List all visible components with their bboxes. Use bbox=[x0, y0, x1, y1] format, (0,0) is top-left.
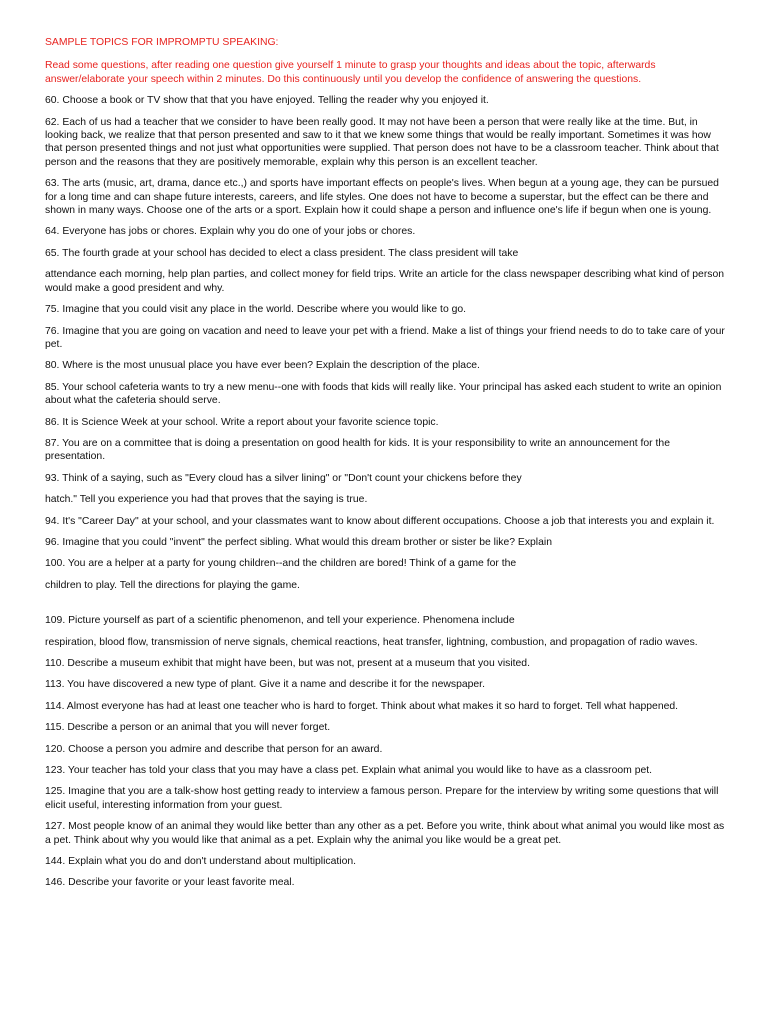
topic-paragraph: 113. You have discovered a new type of plant. Give it a name and describe it for the newspaper. bbox=[45, 679, 485, 691]
topic-paragraph: 62. Each of us had a teacher that we consider to have been really good. It may not have been a person that were really like at the time. But, in looking back, we realize that that person presented and saw to it that we knew some things that would be really important. Sometimes it was how that person presented things and not just what opportunities were supplied. That person does not have to be a classroom teacher. Think about that person and the reasons that they are positively memorable, explain why this person is an excellent teacher. bbox=[45, 116, 719, 168]
document-page bbox=[45, 36, 725, 898]
topic-paragraph: 96. Imagine that you could "invent" the perfect sibling. What would this dream brother or sister be like? Explain bbox=[45, 536, 552, 548]
topic-paragraph: 114. Almost everyone has had at least one teacher who is hard to forget. Think about what makes it so hard to forget. Tell what happened. bbox=[45, 700, 679, 712]
topic-paragraph: 86. It is Science Week at your school. Write a report about your favorite science topic. bbox=[45, 416, 439, 428]
topic-paragraph: 63. The arts (music, art, drama, dance etc.,) and sports have important effects on people's lives. When begun at a young age, they can be pursued for a long time and can shape future interests, careers, and life styles. One does not have to become a superstar, but the effect can be there and shown in many ways. Choose one of the arts or a sport. Explain how it could shape a person and influence one's life if begun when one is young. bbox=[45, 178, 719, 217]
topic-paragraph: 120. Choose a person you admire and describe that person for an award. bbox=[45, 743, 383, 755]
topic-paragraph: hatch." Tell you experience you had that proves that the saying is true. bbox=[45, 494, 368, 506]
topic-paragraph: 146. Describe your favorite or your least favorite meal. bbox=[45, 877, 295, 889]
document-heading: SAMPLE TOPICS FOR IMPROMPTU SPEAKING: bbox=[45, 37, 279, 48]
topic-paragraph: 93. Think of a saying, such as "Every cloud has a silver lining" or "Don't count your chickens before they bbox=[45, 472, 522, 484]
topic-paragraph: 125. Imagine that you are a talk-show host getting ready to interview a famous person. Prepare for the interview by writing some questions that will elicit useful, interesting information from your guest. bbox=[45, 786, 719, 811]
topic-paragraph: 64. Everyone has jobs or chores. Explain why you do one of your jobs or chores. bbox=[45, 226, 416, 238]
topic-paragraph: 76. Imagine that you are going on vacation and need to leave your pet with a friend. Make a list of things your friend needs to do to take care of your pet. bbox=[45, 325, 725, 350]
topic-paragraph: 75. Imagine that you could visit any place in the world. Describe where you would like to go. bbox=[45, 304, 467, 316]
topic-paragraph: 127. Most people know of an animal they would like better than any other as a pet. Before you write, think about what animal you would like most as a pet. Think about why you would like that animal as a pet. Explain why the animal you like would be a great pet. bbox=[45, 821, 725, 846]
topic-paragraph: 85. Your school cafeteria wants to try a new menu--one with foods that kids will really like. Your principal has asked each student to write an opinion about what the cafeteria should serve. bbox=[45, 381, 722, 407]
topic-paragraph: 65. The fourth grade at your school has decided to elect a class president. The class president will take bbox=[45, 247, 519, 259]
topic-paragraph: 115. Describe a person or an animal that you will never forget. bbox=[45, 722, 331, 734]
topic-paragraph: 144. Explain what you do and don't understand about multiplication. bbox=[45, 856, 357, 868]
topic-paragraph: children to play. Tell the directions for playing the game. bbox=[45, 579, 300, 591]
topic-paragraph: 94. It's "Career Day" at your school, and your classmates want to know about different occupations. Choose a job that interests you and explain it. bbox=[45, 515, 715, 527]
topic-paragraph: 110. Describe a museum exhibit that might have been, but was not, present at a museum that you visited. bbox=[45, 658, 530, 669]
topic-paragraph: 123. Your teacher has told your class that you may have a class pet. Explain what animal you would like to have as a classroom pet. bbox=[45, 765, 653, 777]
topic-paragraph: 87. You are on a committee that is doing a presentation on good health for kids. It is your responsibility to write an announcement for the presentation. bbox=[45, 437, 670, 463]
topic-paragraph: 100. You are a helper at a party for young children--and the children are bored! Think of a game for the bbox=[45, 558, 517, 570]
topic-paragraph: 109. Picture yourself as part of a scientific phenomenon, and tell your experience. Phenomena include bbox=[45, 615, 515, 627]
topic-paragraph: 60. Choose a book or TV show that that you have enjoyed. Telling the reader why you enjoyed it. bbox=[45, 95, 489, 107]
topic-paragraph: respiration, blood flow, transmission of nerve signals, chemical reactions, heat transfer, lightning, combustion, and propagation of radio waves. bbox=[45, 636, 698, 648]
instructions-text: Read some questions, after reading one question give yourself 1 minute to grasp your thoughts and ideas about the topic, afterwards answer/elaborate your speech within 2 minutes. Do this continuously until you develop the confidence of answering the questions. bbox=[45, 60, 656, 85]
topic-paragraph: 80. Where is the most unusual place you have ever been? Explain the description of the place. bbox=[45, 360, 480, 372]
topic-paragraph: attendance each morning, help plan parties, and collect money for field trips. Write an article for the class newspaper describing what kind of person would make a good president and why. bbox=[45, 269, 725, 294]
